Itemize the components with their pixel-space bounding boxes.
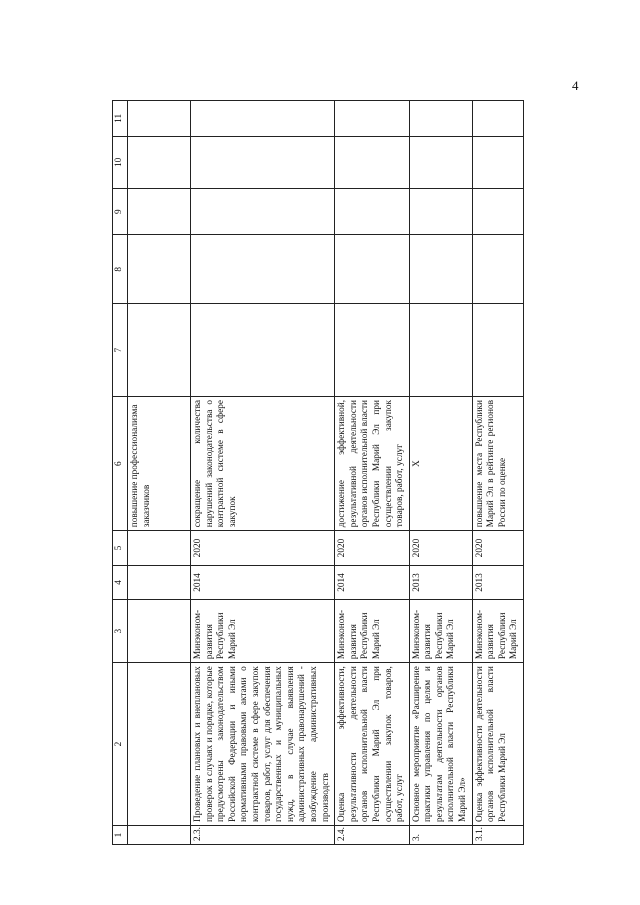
- end-year: 2020: [409, 531, 472, 565]
- column-number-9: 9: [113, 189, 128, 235]
- expected-result: повышение места Республики Марий Эл в рейтинге регионов России по оценке: [472, 396, 523, 530]
- table-row: [409, 101, 472, 845]
- rotated-table-wrapper: [112, 100, 631, 845]
- column-number-7: 7: [113, 304, 128, 397]
- expected-result: сокращение количества нарушений законодательства о контрактной системе в сфере закупок: [191, 396, 335, 530]
- table-row: [472, 101, 523, 845]
- column-number-1: 1: [113, 825, 128, 844]
- executor: Минэконом-развития Республики Марий Эл: [191, 600, 335, 663]
- measure-name: [128, 663, 191, 826]
- measure-name: Оценка эффективности деятельности органов исполнительной власти Республики Марий Эл: [472, 663, 523, 826]
- table-row: [191, 101, 335, 845]
- row-number: 2.3.: [191, 825, 335, 844]
- executor: Минэконом-развития Республики Марий Эл: [335, 600, 410, 663]
- executor: Минэконом-развития Республики Марий Эл: [472, 600, 523, 663]
- measure-name: Оценка эффективности, результативности деятельности органов исполнительной власти Республики Марий Эл при осуществлении закупок товаров, работ, услуг: [335, 663, 410, 826]
- start-year: 2013: [409, 565, 472, 599]
- expected-result: повышение профессионализма заказчиков: [128, 396, 191, 530]
- row-number: [128, 825, 191, 844]
- column-number-4: 4: [113, 565, 128, 599]
- column-number-11: 11: [113, 101, 128, 137]
- measure-name: Проведение плановых и внеплановых проверок в случаях и порядке, которые предусмотрены законодательством Российской Федерации и иными нормативными правовыми актами о контрактной системе в сфере закупок товаров, работ, услуг для обеспечения государственных и муниципальных нужд, в случае выявления административных правонарушений - возбуждение административных производств: [191, 663, 335, 826]
- column-number-10: 10: [113, 136, 128, 188]
- expected-result: Х: [409, 396, 472, 530]
- row-number: 3.1.: [472, 825, 523, 844]
- row-number: 3.: [409, 825, 472, 844]
- column-number-row: [113, 101, 128, 845]
- start-year: 2014: [335, 565, 410, 599]
- column-number-2: 2: [113, 663, 128, 826]
- table-row: [128, 101, 191, 845]
- start-year: 2013: [472, 565, 523, 599]
- table-row: [335, 101, 410, 845]
- expected-result: достижение эффективной, результативной деятельности органов исполнительной власти Республики Марий Эл при осуществлении закупок товаров, работ, услуг: [335, 396, 410, 530]
- end-year: 2020: [335, 531, 410, 565]
- end-year: [128, 531, 191, 565]
- program-measures-table: [112, 100, 524, 845]
- end-year: 2020: [472, 531, 523, 565]
- column-number-5: 5: [113, 531, 128, 565]
- measure-name: Основное мероприятие «Расширение практики управления по целям и результатам деятельности органов исполнительной власти Республики Марий Эл»: [409, 663, 472, 826]
- start-year: [128, 565, 191, 599]
- start-year: 2014: [191, 565, 335, 599]
- executor: Минэконом-развития Республики Марий Эл: [409, 600, 472, 663]
- column-number-3: 3: [113, 600, 128, 663]
- column-number-8: 8: [113, 235, 128, 304]
- column-number-6: 6: [113, 396, 128, 530]
- row-number: 2.4.: [335, 825, 410, 844]
- executor: [128, 600, 191, 663]
- page-number: 4: [572, 78, 579, 93]
- end-year: 2020: [191, 531, 335, 565]
